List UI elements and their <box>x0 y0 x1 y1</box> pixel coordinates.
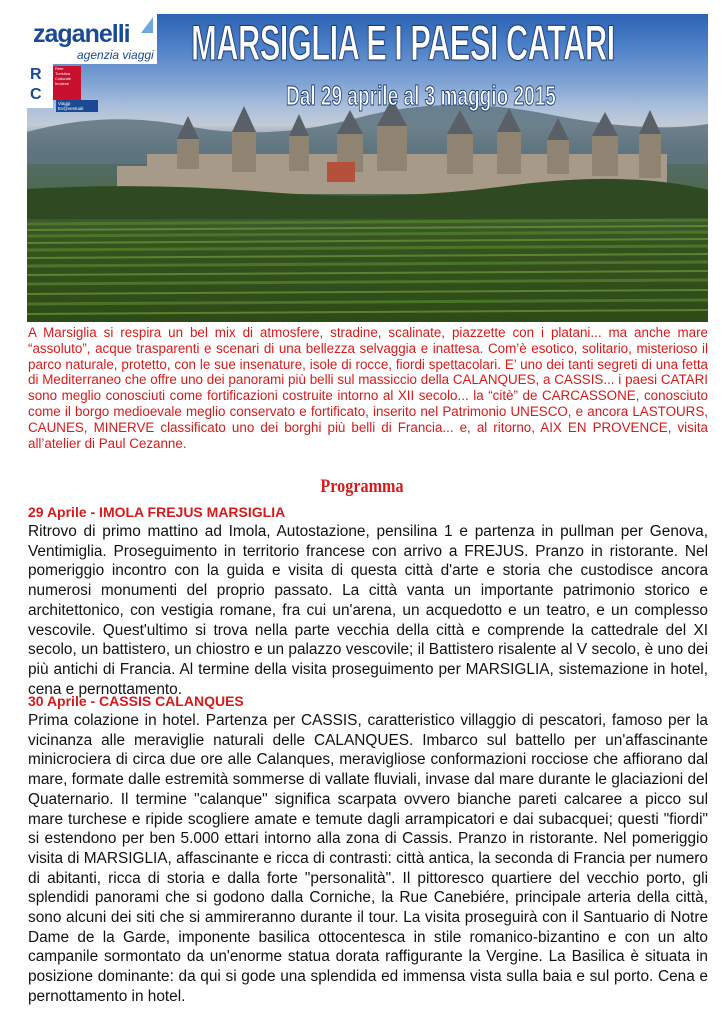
badge-line: Imolese <box>55 81 70 86</box>
logo-name: zaganelli <box>33 20 130 48</box>
badge-line: Rete <box>55 66 64 71</box>
badge-caption: Viaggi Ev@ventuali <box>56 100 98 112</box>
day-text-29-aprile: Ritrovo di primo mattino ad Imola, Autostazione, pensilina 1 e partenza in pullman per Genova, Ventimiglia. Proseguimento in territorio francese con arrivo a FREJUS. Pranzo in ristorante. Nel pomeriggio incontro con la guida e visita di questa città d'arte e storia che custodisce ancora numerosi monumenti del proprio passato. La città vanta un importante patrimonio storico e architettonico, con vestigia romane, fra cui un'arena, un acquedotto e un teatro, e un complesso vescovile. Quest'ultimo si trova nella parte vecchia della città e comprende la cattedrale del XI secolo, un battistero, un chiostro e un palazzo vescovile; il Battistero risalente al V secolo, è uno dei più antichi di Francia. Al termine della visita proseguimento per MARSIGLIA, sistemazione in hotel, cena e pernottamento. <box>28 523 708 698</box>
rtc-red-label <box>53 66 81 100</box>
sail-icon <box>139 16 155 34</box>
rtc-badge <box>27 64 53 108</box>
programma-heading: Programma <box>320 476 404 497</box>
page-title: MARSIGLIA E I PAESI CATARI <box>191 15 615 71</box>
badge-letter-c: C <box>30 86 42 103</box>
logo-subtitle: agenzia viaggi <box>77 48 154 62</box>
day-text-30-aprile: Prima colazione in hotel. Partenza per CASSIS, caratteristico villaggio di pescatori, famoso per la vicinanza alle meraviglie naturali delle CALANQUES. Imbarco sul battello per un'affascinante minicrociera di circa due ore alle Calanques, meravigliose conformazioni rocciose che affiorano dal mare, formate dalle estremità sommerse di vallate fluviali, invase dal mare durante le glaciazioni del Quaternario. Il termine "calanque" significa scarpata ovvero bianche pareti calcaree a picco sul mare turchese e ripide scogliere amate e temute dagli arrampicatori e dai subacquei; questi "fiordi" si estendono per ben 5.000 ettari intorno alla zona di Cassis. Pranzo in ristorante. Nel pomeriggio visita di MARSIGLIA, affascinante e ricca di contrasti: città antica, la seconda di Francia per numero di abitanti, ricca di storia e dalla forte "personalità". Il pittoresco quartiere del vecchio porto, gli splendidi panorami che si godono dalla Corniche, la Rue Canebiére, principale arteria della città, sono alcuni dei siti che si ammireranno durante il tour. La visita proseguirà con il Santuario di Notre Dame de la Garde, imponente basilica ottocentesca in stile romanico-bizantino e con un alto campanile sormontato da un'enorme statua dorata raffigurante la Vergine. La Basilica è situata in posizione dominante: da qui si gode una splendida ed immensa vista sulla baia e sul porto. Cena e pernottamento in hotel. <box>28 712 708 1005</box>
badge-letter-r: R <box>30 66 42 83</box>
day-heading-29-aprile: 29 Aprile - IMOLA FREJUS MARSIGLIA <box>28 504 286 520</box>
zaganelli-logo <box>27 14 157 64</box>
day-heading-30-aprile: 30 Aprile - CASSIS CALANQUES <box>28 693 244 709</box>
intro-paragraph: A Marsiglia si respira un bel mix di atmosfere, stradine, scalinate, piazzette con i platani... ma anche mare “assoluto”, acque trasparenti e scenari di una bellezza selvaggia e inattesa. Com’è esotico, solitario, misterioso il parco naturale, protetto, con le sue insenature, isole di rocce, fiordi spettacolari. E’ uno dei tanti segreti di una fetta di Mediterraneo che offre uno dei panorami più belli sul massiccio della CALANQUES, a CASSIS... i paesi CATARI sono meglio conosciuti come fortificazioni costruite intorno al XII secolo... la “citè” de CARCASSONE, conosciuto come il borgo medioevale meglio conservato e fortificato, inserito nel Patrimonio UNESCO, e ancora LASTOURS, CAUNES, MINERVE classificato uno dei borghi più belli di Francia... e, al ritorno, AIX EN PROVENCE, visita all’atelier di Paul Cezanne. <box>28 325 708 451</box>
trip-dates: Dal 29 aprile al 3 maggio 2015 <box>286 80 556 111</box>
badge-line: Culturale <box>55 76 72 81</box>
badge-line: Turistica <box>55 71 70 76</box>
